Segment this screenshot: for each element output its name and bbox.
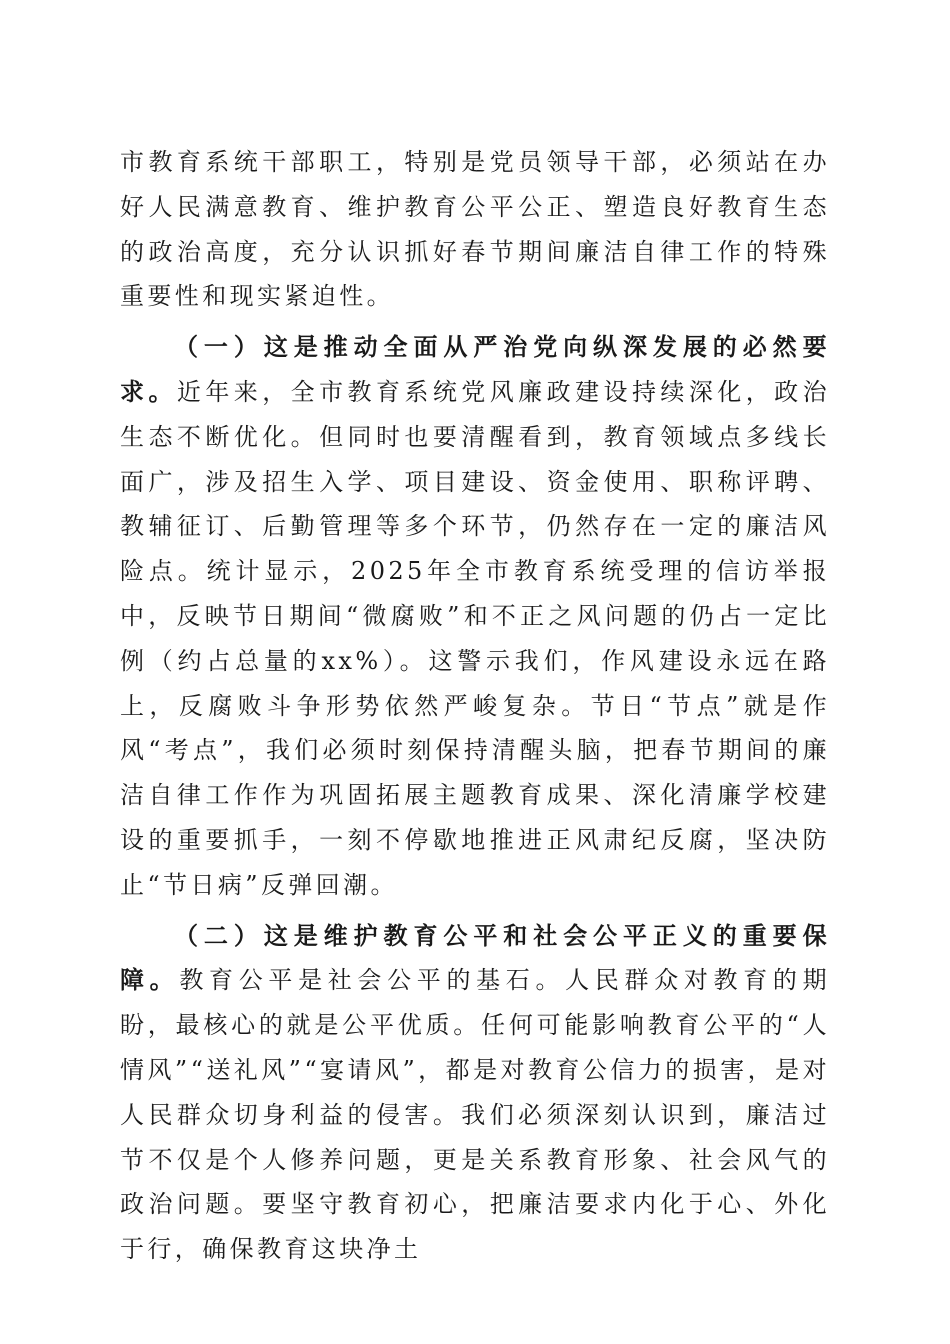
paragraph-section-2 (120, 914, 830, 1272)
document-body (120, 140, 830, 1272)
section-2-body: 教育公平是社会公平的基石。人民群众对教育的期盼，最核心的就是公平优质。任何可能影响教育公平的“人情风”“送礼风”“宴请风”，都是对教育公信力的损害，是对人民群众切身利益的侵害。我们必须深刻认识到，廉洁过节不仅是个人修养问题，更是关系教育形象、社会风气的政治问题。要坚守教育初心，把廉洁要求内化于心、外化于行，确保教育这块净土 (120, 966, 830, 1264)
paragraph-intro (120, 140, 830, 319)
paragraph-intro-body: 市教育系统干部职工，特别是党员领导干部，必须站在办好人民满意教育、维护教育公平公正、塑造良好教育生态的政治高度，充分认识抓好春节期间廉洁自律工作的特殊重要性和现实紧迫性。 (120, 148, 830, 311)
section-2-heading: （二）这是维护教育公平和社会公平正义的重要保障。 (120, 920, 830, 995)
section-1-body: 近年来，全市教育系统党风廉政建设持续深化，政治生态不断优化。但同时也要清醒看到，教育领域点多线长面广，涉及招生入学、项目建设、资金使用、职称评聘、教辅征订、后勤管理等多个环节，仍然存在一定的廉洁风险点。统计显示，2025年全市教育系统受理的信访举报中，反映节日期间“微腐败”和不正之风问题的仍占一定比例（约占总量的xx%）。这警示我们，作风建设永远在路上，反腐败斗争形势依然严峻复杂。节日“节点”就是作风“考点”，我们必须时刻保持清醒头脑，把春节期间的廉洁自律工作作为巩固拓展主题教育成果、深化清廉学校建设的重要抓手，一刻不停歇地推进正风肃纪反腐，坚决防止“节日病”反弹回潮。 (120, 377, 830, 899)
section-1-heading: （一）这是推动全面从严治党向纵深发展的必然要求。 (120, 332, 830, 406)
paragraph-section-1 (120, 325, 830, 907)
